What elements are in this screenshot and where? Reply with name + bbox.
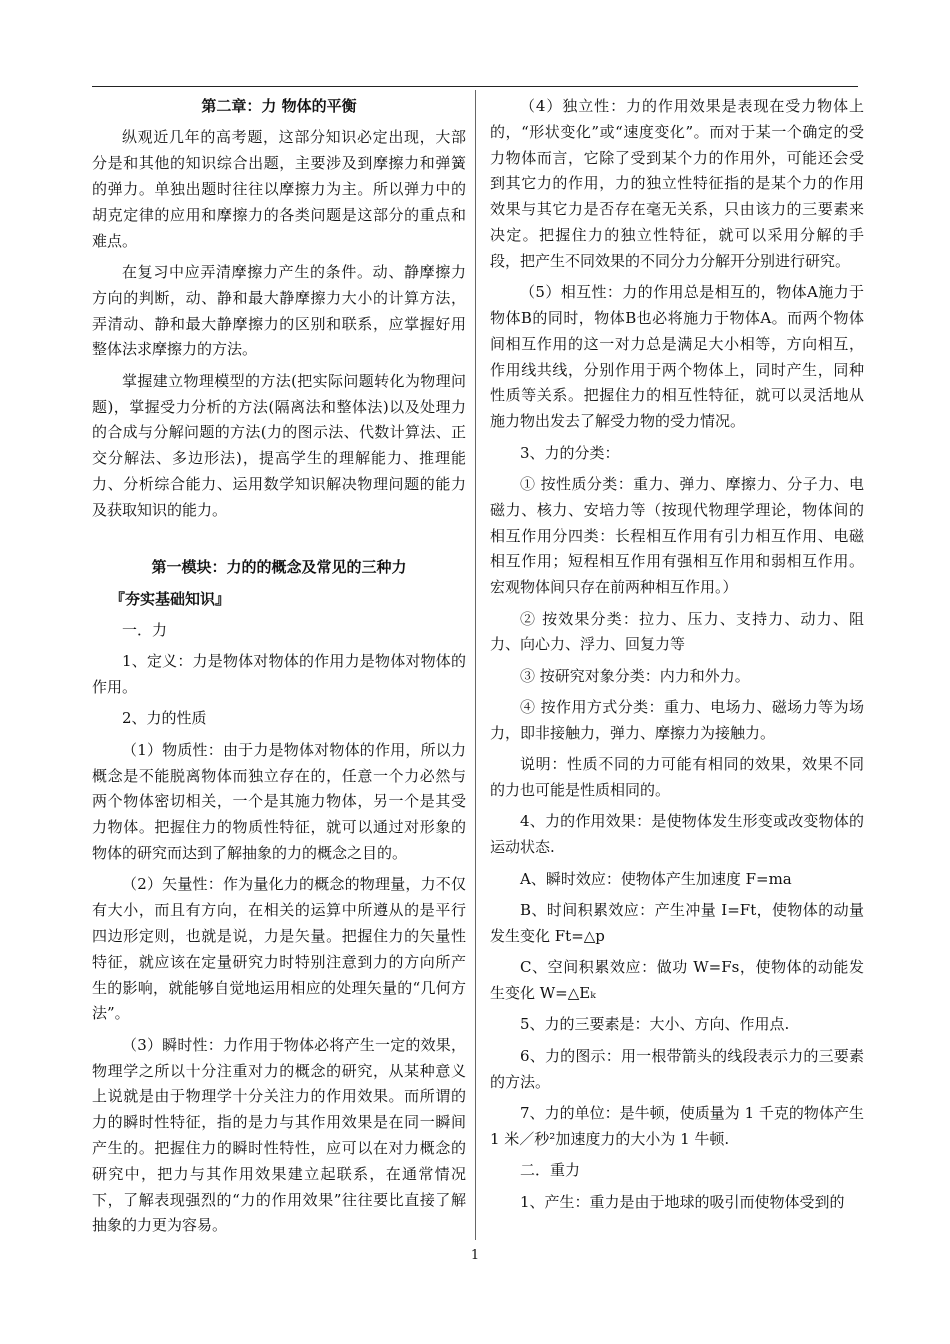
part-heading: 一．力 <box>122 620 168 639</box>
three-elements-paragraph: 5、力的三要素是：大小、方向、作用点. <box>520 1015 790 1034</box>
effect-item: A、瞬时效应：使物体产生加速度 F=ma <box>520 869 792 888</box>
gravity-paragraph: 1、产生：重力是由于地球的吸引而使物体受到的 <box>520 1192 845 1211</box>
classification-item: ④ 按作用方式分类：重力、电场力、磁场力等为场力，即非接触力，弹力、摩擦力为接触力。 <box>490 698 864 742</box>
intro-paragraph: 掌握建立物理模型的方法(把实际问题转化为物理问题)，掌握受力分析的方法(隔离法和整体法)以及处理力的合成与分解问题的方法(力的图示法、代数计算法、正交分解法、多边形法)，提高学生的理解能力、推理能力、分析综合能力、运用数学知识解决物理问题的能力及获取知识的能力。 <box>92 371 466 519</box>
nature-heading: 2、力的性质 <box>122 709 207 728</box>
effect-item: C、空间积累效应：做功 W=Fs，使物体的动能发生变化 W=△Eₖ <box>490 958 864 1003</box>
diagram-paragraph: 6、力的图示：用一根带箭头的线段表示力的三要素的方法。 <box>490 1046 864 1091</box>
right-column <box>490 94 864 1221</box>
classification-item: ③ 按研究对象分类：内力和外力。 <box>520 666 750 685</box>
effect-item: B、时间积累效应：产生冲量 I=Ft，使物体的动量发生变化 Ft=△p <box>490 901 864 945</box>
property-paragraph: （4）独立性：力的作用效果是表现在受力物体上的，“形状变化”或“速度变化”。而对于某一个确定的受力物体而言，它除了受到某个力的作用外，可能还会受到其它力的作用，力的独立性特征指的是某个力的作用效果与其它力是否存在毫无关系，只由该力的三要素来决定。把握住力的独立性特征，就可以采用分解的手段，把产生不同效果的不同分力分解开分别进行研究。 <box>490 97 864 270</box>
part-heading: 二．重力 <box>520 1161 581 1180</box>
property-paragraph: （3）瞬时性：力作用于物体必将产生一定的效果，物理学之所以十分注重对力的概念的研究，从某种意义上说就是由于物理学十分关注力的作用效果。而所谓的力的瞬时性特征，指的是力与其作用效果是在同一瞬间产生的。把握住力的瞬时性特性，应可以在对力概念的研究中，把力与其作用效果建立起联系，在通常情况下，了解表现强烈的“力的作用效果”往往要比直接了解抽象的力更为容易。 <box>92 1035 466 1235</box>
classification-item: ② 按效果分类：拉力、压力、支持力、动力、阻力、向心力、浮力、回复力等 <box>490 609 864 654</box>
intro-paragraph: 在复习中应弄清摩擦力产生的条件。动、静摩擦力方向的判断，动、静和最大静摩擦力大小的计算方法，弄清动、静和最大静摩擦力的区别和联系，应掌握好用整体法求摩擦力的方法。 <box>92 262 466 359</box>
definition-paragraph: 1、定义：力是物体对物体的作用力是物体对物体的作用。 <box>92 652 466 697</box>
section-heading: 『夯实基础知识』 <box>110 589 231 608</box>
property-paragraph: （1）物质性：由于力是物体对物体的作用，所以力概念是不能脱离物体而独立存在的，任意一个力必然与两个物体密切相关，一个是其施力物体，另一个是其受力物体。把握住力的物质性特征，就可以通过对形象的物体的研究而达到了解抽象的力的概念之目的。 <box>92 740 466 863</box>
header-rule <box>92 86 858 87</box>
classification-item: ① 按性质分类：重力、弹力、摩擦力、分子力、电磁力、核力、安培力等（按现代物理学理论，物体间的相互作用分四类：长程相互作用有引力相互作用、电磁相互作用；短程相互作用有强相互作用和弱相互作用。宏观物体间只存在前两种相互作用。） <box>490 474 864 597</box>
chapter-title: 第二章：力 物体的平衡 <box>201 97 357 115</box>
left-column <box>92 94 466 1245</box>
unit-paragraph: 7、力的单位：是牛顿，使质量为 1 千克的物体产生 1 米／秒²加速度力的大小为 1 牛顿. <box>490 1104 864 1148</box>
spacer <box>92 529 466 555</box>
classification-heading: 3、力的分类： <box>520 443 620 462</box>
module-title: 第一模块：力的的概念及常见的三种力 <box>151 558 407 577</box>
property-paragraph: （2）矢量性：作为量化力的概念的物理量，力不仅有大小，而且有方向，在相关的运算中所遵从的是平行四边形定则，也就是说，力是矢量。把握住力的矢量性特征，就应该在定量研究力时特别注意到力的方向所产生的影响，就能够自觉地运用相应的处理矢量的“几何方法”。 <box>92 875 466 1023</box>
effect-heading: 4、力的作用效果：是使物体发生形变或改变物体的运动状态. <box>490 812 864 857</box>
note-paragraph: 说明：性质不同的力可能有相同的效果，效果不同的力也可能是性质相同的。 <box>490 755 864 800</box>
page-number: 1 <box>470 1248 480 1263</box>
column-divider <box>475 90 476 1240</box>
property-paragraph: （5）相互性：力的作用总是相互的，物体A施力于物体B的同时，物体B也必将施力于物体A。而两个物体间相互作用的这一对力总是满足大小相等，方向相互，作用线共线，分别作用于两个物体上，同时产生，同种性质等关系。把握住力的相互性特征，就可以灵活地从施力物出发去了解受力物的受力情况。 <box>490 283 864 431</box>
intro-paragraph: 纵观近几年的高考题，这部分知识必定出现，大部分是和其他的知识综合出题，主要涉及到摩擦力和弹簧的弹力。单独出题时往往以摩擦力为主。所以弹力中的胡克定律的应用和摩擦力的各类问题是这部分的重点和难点。 <box>92 128 466 250</box>
